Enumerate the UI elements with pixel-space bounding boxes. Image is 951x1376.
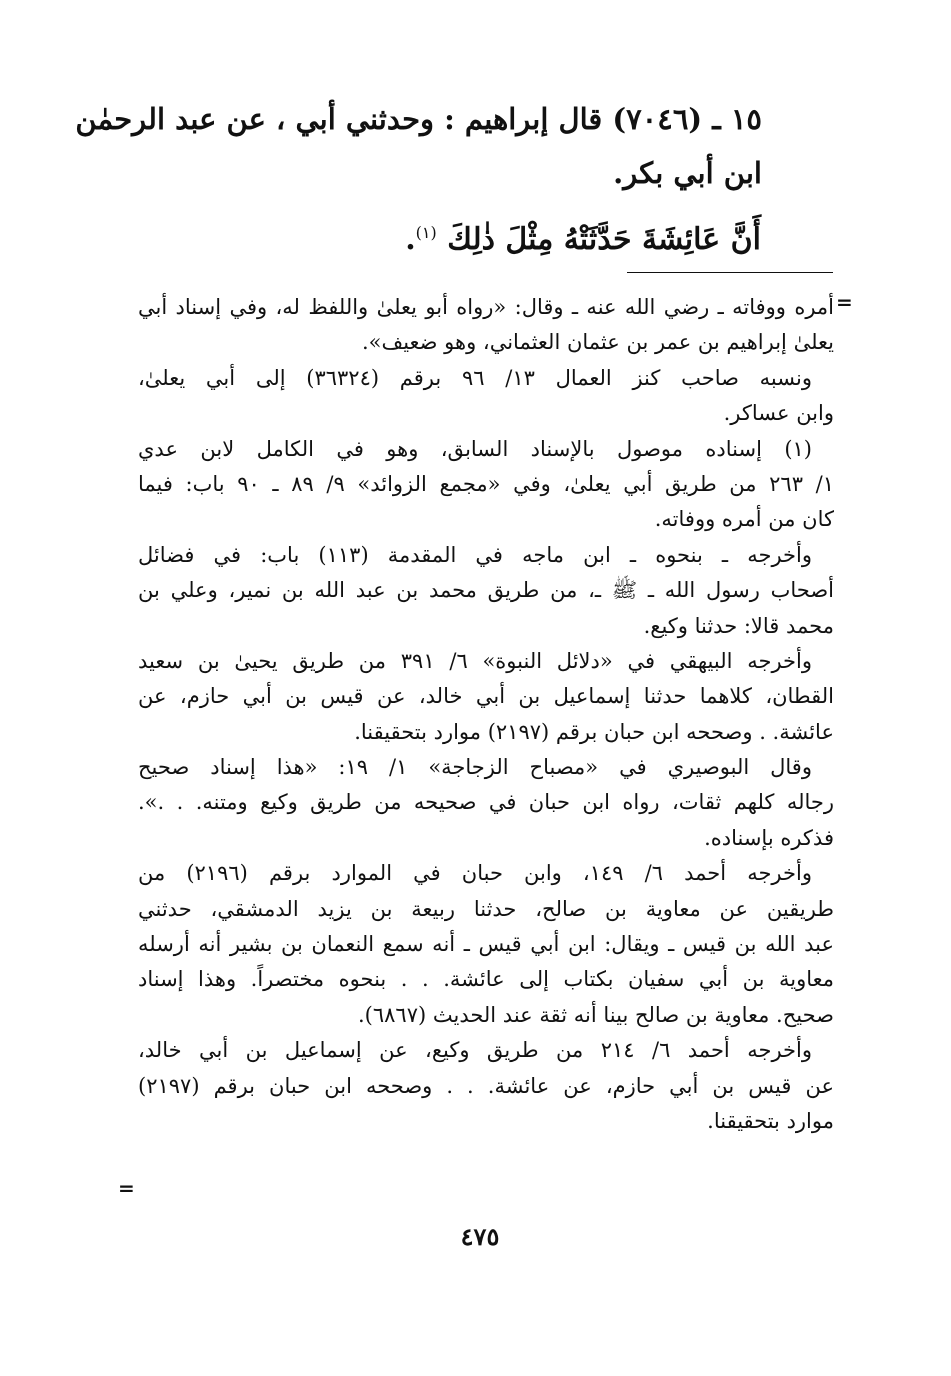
- page-number: ٤٧٥: [460, 1222, 500, 1251]
- footnote-line: وأخرجه أحمد ٦/ ١٤٩، وابن حبان في الموارد برقم (٢١٩٦) من: [138, 861, 812, 886]
- footnote-line: عبد الله بن قيس ـ ويقال: ابن أبي قيس ـ أنه سمع النعمان بن بشير أنه أرسله: [138, 932, 834, 957]
- footnotes: [138, 290, 834, 1139]
- hadith-matn-text: أَنَّ عَائِشَةَ حَدَّثَتْهُ مِثْلَ ذٰلِكَ: [447, 222, 761, 257]
- hadith-text: [75, 92, 762, 200]
- footnote-line: طريقين عن معاوية بن صالح، حدثنا ربيعة بن يزيد الدمشقي، حدثني: [138, 896, 834, 921]
- footnote-line: أمره ووفاته ـ رضي الله عنه ـ وقال: «رواه أبو يعلىٰ واللفظ له، وفي إسناد أبي: [138, 295, 834, 319]
- footnote-line: وأخرجه أحمد ٦/ ٢١٤ من طريق وكيع، عن إسماعيل بن أبي خالد،: [138, 1038, 812, 1063]
- footnote-line: يعلىٰ إبراهيم بن عمر بن عثمان العثماني، وهو ضعيف».: [361, 330, 834, 355]
- footnote-line: محمد قالا: حدثنا وكيع.: [643, 613, 834, 638]
- footnote-line: ونسبه صاحب كنز العمال ١٣/ ٩٦ برقم (٣٦٣٢٤) إلى أبي يعلىٰ،: [138, 365, 812, 390]
- footnote-line: وقال البوصيري في «مصباح الزجاجة» ١/ ١٩: «هذا إسناد صحيح: [138, 755, 812, 780]
- footnote-line: موارد بتحقيقنا.: [707, 1108, 834, 1133]
- footnote-line: عائشة. . وصححه ابن حبان برقم (٢١٩٧) موارد بتحقيقنا.: [354, 719, 834, 744]
- hadith-isnad-line: ١٥ ـ (٧٠٤٦) قال إبراهيم : وحدثني أبي ، عن عبد الرحمٰن: [75, 102, 762, 136]
- footnote-separator: [627, 272, 833, 273]
- footnote-line: كان من أمره ووفاته.: [654, 507, 834, 532]
- footnote-line: وأخرجه البيهقي في «دلائل النبوة» ٦/ ٣٩١ من طريق يحيىٰ بن سعيد: [138, 648, 812, 673]
- footnote-line: أصحاب رسول الله ـ ﷺ ـ، من طريق محمد بن عبد الله بن نمير، وعلي بن: [138, 578, 834, 603]
- footnote-reference: (١): [415, 223, 437, 242]
- footnote-line: وأخرجه ـ بنحوه ـ ابن ماجه في المقدمة (١١٣) باب: في فضائل: [138, 542, 812, 567]
- footnote-line: رجاله كلهم ثقات، رواه ابن حبان في صحيحه من طريق وكيع ومتنه. . .».: [138, 790, 834, 815]
- footnote-line: القطان، كلاهما حدثنا إسماعيل بن أبي خالد، عن قيس بن أبي حازم، عن: [138, 684, 834, 709]
- hadith-isnad-line: ابن أبي بكر.: [613, 156, 762, 190]
- footnote-line: معاوية بن أبي سفيان بكتاب إلى عائشة. . . بنحوه مختصراً. وهذا إسناد: [138, 967, 834, 992]
- hadith-matn: [405, 208, 761, 265]
- footnote-line: عن قيس بن أبي حازم، عن عائشة. . . وصححه ابن حبان برقم (٢١٩٧): [138, 1073, 834, 1098]
- footnote-line: وابن عساكر.: [723, 401, 834, 426]
- footnote-line: ١/ ٢٦٣ من طريق أبي يعلىٰ، وفي «مجمع الزوائد» ٩/ ٨٩ ـ ٩٠ باب: فيما: [138, 471, 834, 496]
- continuation-mark-bottom: =: [118, 1176, 135, 1200]
- matn-full-stop: .: [405, 222, 416, 257]
- footnote-line: فذكره بإسناده.: [704, 825, 834, 850]
- footnote-line: صحيح. معاوية بن صالح بينا أنه ثقة عند الحديث (٦٨٦٧).: [357, 1002, 834, 1027]
- continuation-mark-top: =: [836, 290, 853, 314]
- footnote-line: (١) إسناده موصول بالإسناد السابق، وهو في الكامل لابن عدي: [138, 436, 812, 461]
